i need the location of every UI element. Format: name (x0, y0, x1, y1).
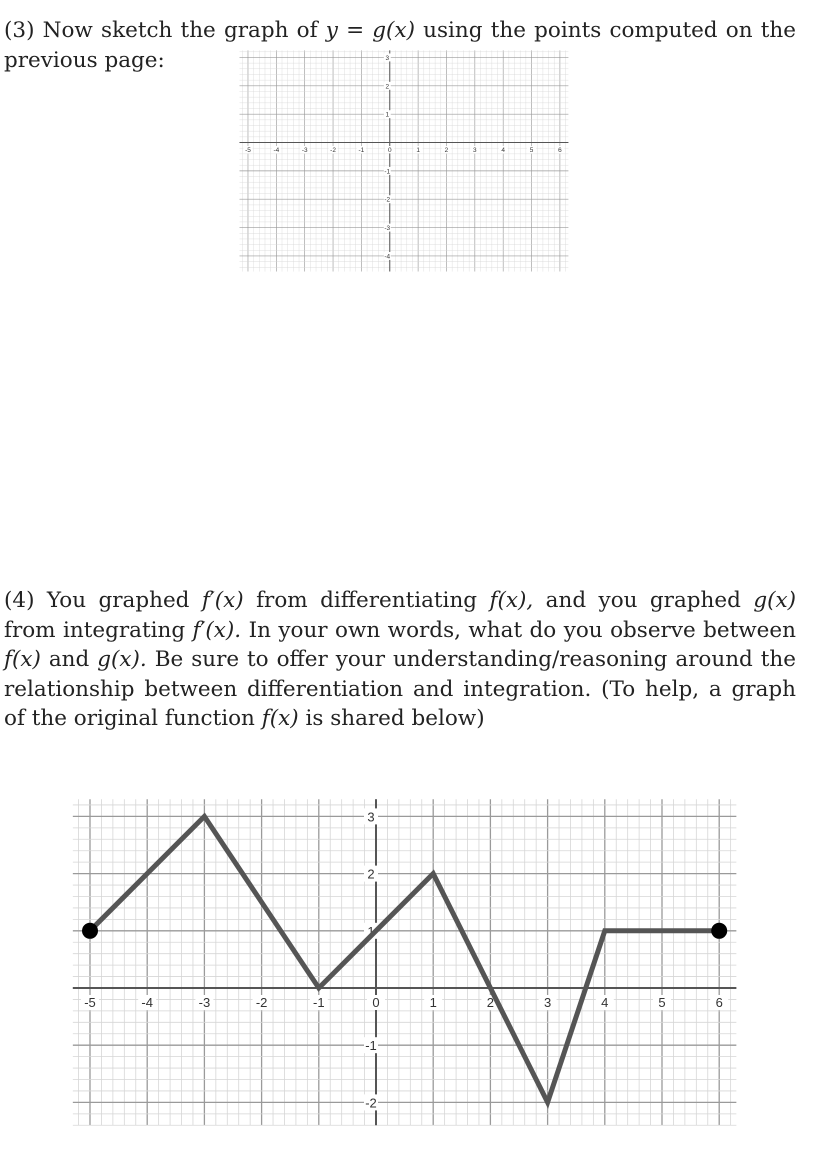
part-4-text: and (48, 647, 90, 672)
x-tick-label: -4 (141, 995, 153, 1010)
y-tick-label: -4 (384, 253, 391, 261)
part-4-text: You graphed (46, 588, 190, 613)
part-3-equation: y = g(x) (325, 18, 415, 43)
series-line-f (90, 816, 719, 1102)
x-tick-label: -5 (84, 995, 96, 1010)
y-tick-label: -3 (384, 225, 391, 233)
y-tick-label: 1 (367, 923, 375, 939)
part-4-text: is shared below) (305, 706, 485, 731)
part-3-text-before: Now sketch the graph of (42, 18, 318, 43)
x-tick-label: 4 (501, 146, 505, 154)
part-3-text-after: using the points computed on the previous page: (4, 18, 796, 73)
x-tick-label: -5 (245, 146, 251, 154)
x-tick-label: -1 (358, 146, 365, 154)
part-4-math: g(x). (97, 647, 147, 672)
x-tick-label: 2 (444, 146, 449, 154)
part-3-label: (3) (4, 18, 35, 43)
x-tick-label: 5 (529, 146, 534, 154)
y-tick-label: 2 (385, 83, 390, 91)
y-tick-label: 3 (385, 54, 390, 62)
x-tick-label: 6 (715, 995, 723, 1010)
y-tick-label: 3 (367, 809, 375, 825)
x-tick-label: -4 (273, 146, 280, 154)
x-tick-label: 1 (416, 146, 420, 154)
y-tick-label: -1 (365, 1038, 377, 1054)
x-tick-label: -2 (255, 995, 268, 1010)
y-tick-label: 2 (367, 866, 375, 882)
part-4-math: g(x) (753, 588, 797, 613)
part-4-math: f(x) (4, 647, 41, 672)
x-tick-label: 4 (601, 995, 609, 1010)
x-tick-label: 2 (486, 995, 495, 1010)
x-tick-label: -3 (198, 995, 211, 1010)
x-tick-label: -1 (313, 995, 325, 1010)
part-4-text: from integrating (4, 617, 186, 643)
part-4-label: (4) (4, 588, 35, 613)
y-tick-label: -2 (365, 1095, 377, 1111)
part-4-math: f(x) (261, 706, 299, 731)
y-tick-label: 1 (385, 111, 390, 119)
part-4-math: f′(x). (192, 617, 242, 643)
x-tick-label: 3 (473, 146, 477, 154)
endpoint-dot (711, 923, 727, 939)
x-tick-label: -2 (330, 146, 336, 154)
part-4-text: In your own words, what do you observe between (248, 617, 796, 643)
part-4-text: from differentiating (256, 588, 478, 613)
x-tick-label: 5 (658, 995, 666, 1010)
x-tick-label: 6 (558, 146, 562, 154)
x-tick-label: -3 (301, 146, 308, 154)
x-tick-label: 0 (387, 146, 392, 154)
x-tick-label: 0 (372, 995, 380, 1010)
part-4-text: Be sure to offer your understanding/reasoning around the relationship between differentiation and integration. (To help, a graph of the original function (4, 647, 796, 731)
part-4-math: f′(x) (201, 588, 244, 613)
x-tick-label: 3 (543, 995, 552, 1010)
endpoint-dot (82, 923, 98, 939)
x-tick-label: 1 (429, 995, 437, 1010)
part-4-text: and you graphed (545, 588, 741, 613)
part-4-math: f(x), (489, 588, 534, 613)
y-tick-label: -2 (384, 196, 391, 204)
y-tick-label: -1 (384, 168, 391, 176)
